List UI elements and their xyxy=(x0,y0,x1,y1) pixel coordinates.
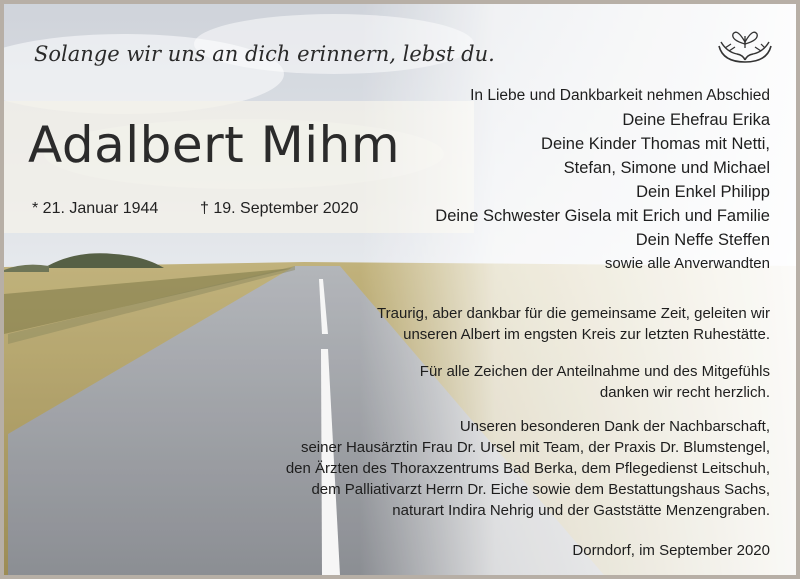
mourner-line: Deine Kinder Thomas mit Netti, xyxy=(541,135,770,153)
mourner-line: Stefan, Simone und Michael xyxy=(563,159,770,177)
mourner-line: Deine Ehefrau Erika xyxy=(622,111,770,129)
text-line: Für alle Zeichen der Anteilnahme und des Mitgefühls xyxy=(419,363,770,380)
farewell-paragraph xyxy=(377,303,770,345)
text-line: dem Palliativarzt Herrn Dr. Eiche sowie dem Bestattungshaus Sachs, xyxy=(311,481,770,498)
mourners-list xyxy=(435,84,770,276)
mourners-intro: In Liebe und Dankbarkeit nehmen Abschied xyxy=(470,87,770,104)
mourner-line: sowie alle Anverwandten xyxy=(604,255,770,272)
text-line: den Ärzten des Thoraxzentrums Bad Berka, dem Pflegedienst Leitschuh, xyxy=(285,460,770,477)
text-line: Unseren besonderen Dank der Nachbarschaft, xyxy=(459,418,770,435)
text-line: naturart Indira Nehrig und der Gaststätte Menzengraben. xyxy=(392,502,770,519)
hands-with-butterfly-icon xyxy=(715,22,775,68)
text-line: Traurig, aber dankbar für die gemeinsame Zeit, geleiten wir xyxy=(377,305,770,322)
mourner-line: Dein Neffe Steffen xyxy=(635,231,770,249)
mourner-line: Dein Enkel Philipp xyxy=(636,183,770,201)
place-and-date: Dorndorf, im September 2020 xyxy=(572,542,770,559)
mourner-line: Deine Schwester Gisela mit Erich und Familie xyxy=(435,207,770,225)
text-line: danken wir recht herzlich. xyxy=(599,384,770,401)
thanks-paragraph xyxy=(420,361,770,403)
special-thanks-paragraph xyxy=(286,416,770,521)
death-date: † 19. September 2020 xyxy=(200,200,359,217)
birth-date: * 21. Januar 1944 xyxy=(32,200,159,217)
deceased-name: Adalbert Mihm xyxy=(28,116,401,174)
text-line: unseren Albert im engsten Kreis zur letzten Ruhestätte. xyxy=(403,326,770,343)
text-line: seiner Hausärztin Frau Dr. Ursel mit Team, der Praxis Dr. Blumstengel, xyxy=(300,439,770,456)
motto-quote: Solange wir uns an dich erinnern, lebst du. xyxy=(34,42,495,66)
